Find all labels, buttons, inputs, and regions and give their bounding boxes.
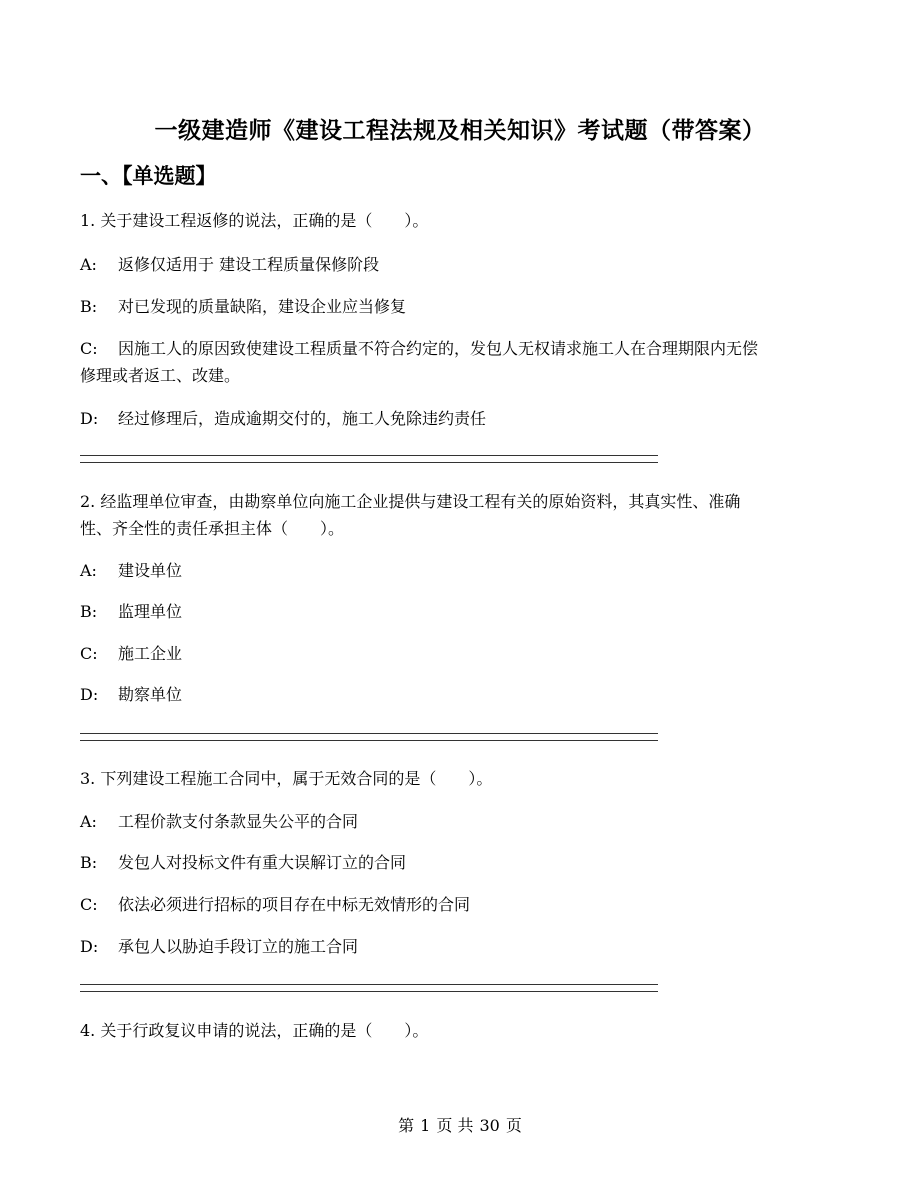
footer-middle: 页 共 <box>436 1116 474 1135</box>
current-page-number: 1 <box>420 1116 431 1135</box>
option-key: B: <box>80 853 98 872</box>
page-footer <box>0 1113 920 1136</box>
total-page-count: 30 <box>479 1116 500 1135</box>
question-3-option-c <box>80 891 470 918</box>
question-1-option-c-continued: 修理或者返工、改建。 <box>80 366 241 385</box>
option-key: A: <box>80 561 97 580</box>
option-text: 发包人对投标文件有重大误解订立的合同 <box>118 853 407 872</box>
question-2-option-d <box>80 681 182 708</box>
question-2-option-a <box>80 557 182 584</box>
option-key: C: <box>80 895 98 914</box>
question-1-option-d <box>80 405 486 432</box>
option-key: A: <box>80 255 97 274</box>
option-text: 因施工人的原因致使建设工程质量不符合约定的，发包人无权请求施工人在合理期限内无偿 <box>118 339 759 358</box>
question-3-option-b <box>80 849 406 876</box>
footer-prefix: 第 <box>398 1116 415 1135</box>
separator <box>80 455 658 463</box>
question-2-option-b <box>80 598 182 625</box>
separator <box>80 984 658 992</box>
question-2-option-c <box>80 640 182 667</box>
question-1-option-b <box>80 293 406 320</box>
document-title: 一级建造师《建设工程法规及相关知识》考试题（带答案） <box>154 117 766 144</box>
option-text: 对已发现的质量缺陷，建设企业应当修复 <box>118 297 407 316</box>
question-1-option-c <box>80 335 758 362</box>
option-key: D: <box>80 685 99 704</box>
option-text: 承包人以胁迫手段订立的施工合同 <box>118 937 359 956</box>
question-3-option-d <box>80 933 358 960</box>
option-text: 施工企业 <box>118 644 183 663</box>
question-3-stem: 3. 下列建设工程施工合同中，属于无效合同的是（ ）。 <box>80 769 493 788</box>
option-text: 返修仅适用于 建设工程质量保修阶段 <box>118 255 380 274</box>
option-text: 建设单位 <box>118 561 183 580</box>
option-text: 依法必须进行招标的项目存在中标无效情形的合同 <box>118 895 471 914</box>
footer-suffix: 页 <box>505 1116 522 1135</box>
question-4-stem: 4. 关于行政复议申请的说法，正确的是（ ）。 <box>80 1021 429 1040</box>
option-text: 经过修理后，造成逾期交付的，施工人免除违约责任 <box>118 409 487 428</box>
option-key: C: <box>80 644 98 663</box>
option-key: A: <box>80 812 97 831</box>
question-1-option-a <box>80 251 379 278</box>
option-key: C: <box>80 339 98 358</box>
option-text: 工程价款支付条款显失公平的合同 <box>118 812 359 831</box>
option-text: 监理单位 <box>118 602 183 621</box>
option-key: B: <box>80 602 98 621</box>
question-1-stem: 1. 关于建设工程返修的说法，正确的是（ ）。 <box>80 211 429 230</box>
question-2-stem: 2. 经监理单位审查，由勘察单位向施工企业提供与建设工程有关的原始资料，其真实性、准确 <box>80 492 741 511</box>
option-key: D: <box>80 409 99 428</box>
question-3-option-a <box>80 808 358 835</box>
separator <box>80 733 658 741</box>
section-heading: 一、【单选题】 <box>80 163 217 188</box>
option-text: 勘察单位 <box>118 685 183 704</box>
option-key: D: <box>80 937 99 956</box>
question-2-stem-continued: 性、齐全性的责任承担主体（ ）。 <box>80 519 345 538</box>
option-key: B: <box>80 297 98 316</box>
